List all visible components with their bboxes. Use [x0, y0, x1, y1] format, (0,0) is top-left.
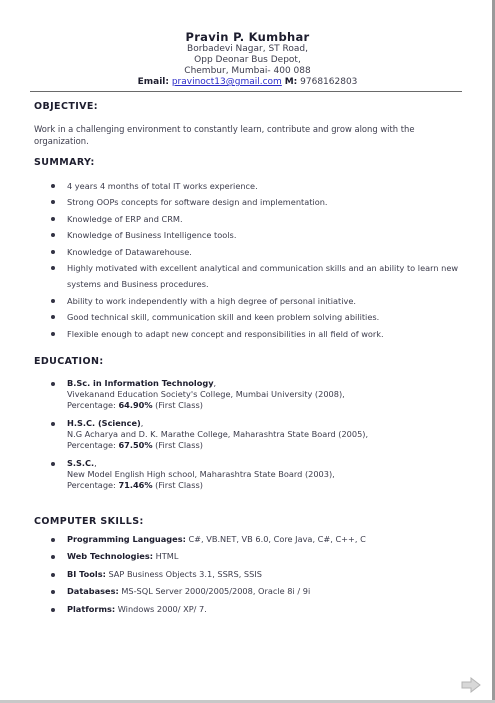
address-line-1: Borbadevi Nagar, ST Road, — [187, 44, 308, 54]
list-item — [34, 378, 459, 411]
college-name: Vivekanand Education Society's College, Mumbai University (2008), — [67, 389, 345, 399]
list-item — [34, 583, 459, 600]
address-line-2: Opp Deonar Bus Depot, — [194, 55, 301, 65]
skills-list — [34, 531, 459, 618]
list-item — [34, 458, 459, 491]
skill-value: HTML — [155, 551, 179, 562]
degree-suffix: , — [140, 418, 144, 428]
percentage-value: 71.46% — [118, 480, 153, 490]
bullet-icon — [51, 299, 55, 303]
bullet-icon — [51, 573, 55, 577]
degree-title: S.S.C. — [67, 458, 95, 468]
summary-item-text: Good technical skill, communication skill and keen problem solving abilities. — [67, 312, 380, 323]
list-item — [34, 293, 459, 309]
skills-heading: COMPUTER SKILLS: — [34, 516, 144, 527]
bullet-icon — [51, 217, 55, 221]
candidate-name: Pravin P. Kumbhar — [185, 30, 310, 44]
skill-value: MS-SQL Server 2000/2005/2008, Oracle 8i / 9i — [121, 586, 311, 597]
list-item — [34, 211, 459, 227]
bullet-icon — [51, 608, 55, 612]
percentage-label: Percentage: — [67, 400, 116, 410]
resume-header — [0, 30, 495, 88]
contact-line — [0, 77, 495, 88]
list-item — [34, 227, 459, 243]
address-line-3: Chembur, Mumbai- 400 088 — [184, 66, 311, 76]
education-heading: EDUCATION: — [34, 356, 104, 367]
list-item — [34, 601, 459, 618]
bullet-icon — [51, 332, 55, 336]
skill-label: Databases: — [67, 586, 119, 597]
mobile-label: M: — [284, 77, 298, 87]
degree-suffix: , — [94, 458, 97, 468]
degree-suffix: , — [213, 378, 217, 388]
class-text: (First Class) — [155, 400, 203, 410]
bullet-icon — [51, 250, 55, 254]
list-item — [34, 194, 459, 210]
mobile-number: 9768162803 — [300, 77, 358, 87]
bullet-icon — [51, 462, 55, 466]
objective-text: Work in a challenging environment to constantly learn, contribute and grow along with the organization. — [34, 124, 415, 146]
bullet-icon — [51, 233, 55, 237]
college-name: N.G Acharya and D. K. Marathe College, Maharashtra State Board (2005), — [67, 429, 369, 439]
class-text: (First Class) — [155, 480, 203, 490]
summary-list — [34, 178, 459, 342]
bullet-icon — [51, 200, 55, 204]
list-item — [34, 326, 459, 342]
summary-item-text: Knowledge of Datawarehouse. — [67, 246, 192, 257]
percentage-value: 67.50% — [118, 440, 153, 450]
list-item — [34, 548, 459, 565]
summary-item-text: Knowledge of ERP and CRM. — [67, 213, 183, 224]
email-label: Email: — [137, 77, 169, 87]
skill-label: BI Tools: — [67, 568, 106, 579]
summary-item-text: Highly motivated with excellent analytical and communication skills and an ability to learn new systems and Business procedures. — [67, 263, 459, 290]
list-item — [34, 531, 459, 548]
summary-heading: SUMMARY: — [34, 157, 95, 168]
summary-item-text: Ability to work independently with a high degree of personal initiative. — [67, 295, 357, 306]
degree-title: B.Sc. in Information Technology — [67, 378, 214, 388]
summary-item-text: Flexible enough to adapt new concept and responsibilities in all field of work. — [67, 328, 384, 339]
skill-label: Programming Languages: — [67, 534, 186, 544]
class-text: (First Class) — [155, 440, 203, 450]
summary-item-text: Knowledge of Business Intelligence tools. — [67, 230, 237, 241]
objective-heading: OBJECTIVE: — [34, 101, 98, 112]
college-name: New Model English High school, Maharashtra State Board (2003), — [67, 469, 335, 479]
bullet-icon — [51, 555, 55, 559]
skill-label: Platforms: — [67, 603, 116, 614]
list-item — [34, 244, 459, 260]
bullet-icon — [51, 538, 55, 542]
summary-item-text: 4 years 4 months of total IT works experience. — [67, 181, 258, 191]
summary-item-text: Strong OOPs concepts for software design and implementation. — [67, 197, 328, 208]
skill-label: Web Technologies: — [67, 551, 153, 562]
skill-value: Windows 2000/ XP/ 7. — [117, 603, 207, 614]
list-item — [34, 309, 459, 325]
skill-value: C#, VB.NET, VB 6.0, Core Java, C#, C++, C — [188, 534, 366, 544]
list-item — [34, 260, 459, 293]
education-list — [34, 378, 459, 498]
bullet-icon — [51, 590, 55, 594]
list-item — [34, 566, 459, 583]
bullet-icon — [51, 266, 55, 270]
list-item — [34, 418, 459, 451]
bullet-icon — [51, 184, 55, 188]
percentage-value: 64.90% — [118, 400, 153, 410]
header-divider — [30, 91, 462, 92]
bullet-icon — [51, 382, 55, 386]
degree-title: H.S.C. (Science) — [67, 418, 141, 428]
bullet-icon — [51, 315, 55, 319]
bullet-icon — [51, 422, 55, 426]
skill-value: SAP Business Objects 3.1, SSRS, SSIS — [108, 568, 262, 579]
percentage-label: Percentage: — [67, 440, 116, 450]
percentage-label: Percentage: — [67, 480, 116, 490]
email-link[interactable]: pravinoct13@gmail.com — [171, 77, 282, 87]
list-item — [34, 178, 459, 194]
next-arrow-icon[interactable] — [460, 676, 482, 694]
